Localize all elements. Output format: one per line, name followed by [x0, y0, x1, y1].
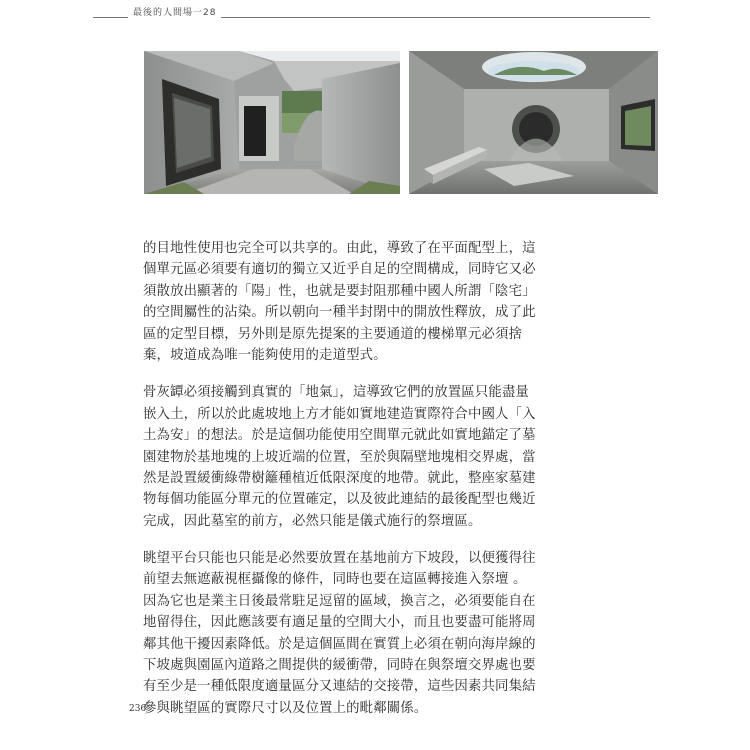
text-line: 然是設置緩衝綠帶樹籬種植近低限深度的地帶。就此，整座家墓建	[143, 470, 536, 486]
paragraph-1	[143, 238, 536, 366]
running-head-title: 最後的人間場一28	[128, 5, 221, 18]
text-line: 區的定型目標，另外則是原先提案的主要通道的樓梯單元必須捨	[143, 326, 523, 342]
text-line: 下坡處與園區內道路之間提供的緩衝帶，同時在與祭壇交界處也要	[143, 658, 536, 674]
page-number: 236	[129, 704, 147, 714]
body-text	[143, 238, 536, 735]
text-line: 須散放出顯著的「陽」性，也就是要封阻那種中國人所謂「陰宅」	[143, 283, 536, 299]
text-line: 參與眺望區的實際尺寸以及位置上的毗鄰關係。	[143, 700, 428, 716]
text-line: 個單元區必須要有適切的獨立又近乎自足的空間構成，同時它又必	[143, 262, 536, 278]
text-line: 骨灰罈必須接觸到真實的「地氣」，這導致它們的放置區只能盡量	[143, 385, 529, 401]
text-line: 前望去無遮蔽視框攝像的條件，同時也要在這區轉接進入祭壇 。	[143, 572, 527, 588]
text-line: 有至少是一種低限度適量區分又連結的交接帶，這些因素共同集結	[143, 679, 536, 695]
text-line: 地留得住，因此應該要有適足量的空間大小，而且也要盡可能將周	[143, 615, 536, 631]
text-line: 完成，因此墓室的前方，必然只能是儀式施行的祭壇區。	[143, 513, 482, 529]
text-line: 嵌入土，所以於此處坡地上方才能如實地建造實際符合中國人「入	[143, 406, 536, 422]
photo-concrete-room-oculus	[409, 51, 658, 194]
text-line: 眺望平台只能也只能是必然要放置在基地前方下坡段，以便獲得往	[143, 551, 536, 567]
paragraph-3	[143, 548, 536, 719]
text-line: 土為安」的想法。於是這個功能使用空間單元就此如實地錨定了墓	[143, 428, 536, 444]
photo-icon	[144, 51, 400, 194]
text-line: 物每個功能區分單元的位置確定，以及彼此連結的最後配型也幾近	[143, 492, 536, 508]
text-line: 棄，坡道成為唯一能夠使用的走道型式。	[143, 347, 387, 363]
text-line: 的目地性使用也完全可以共享的。由此，導致了在平面配型上，這	[143, 241, 536, 256]
text-line: 的空間屬性的沾染。所以朝向一種半封閉中的開放性釋放，成了此	[143, 305, 536, 321]
text-line: 園建物於基地塊的上坡近端的位置，至於與隔壁地塊相交界處，當	[143, 449, 536, 465]
paragraph-2	[143, 382, 536, 532]
photo-icon	[409, 51, 658, 194]
text-line: 鄰其他干擾因素降低。於是這個區間在實質上必須在朝向海岸線的	[143, 636, 536, 652]
photo-concrete-court-left	[144, 51, 400, 194]
text-line: 因為它也是業主日後最常駐足逗留的區域，換言之，必須要能自在	[143, 593, 536, 609]
